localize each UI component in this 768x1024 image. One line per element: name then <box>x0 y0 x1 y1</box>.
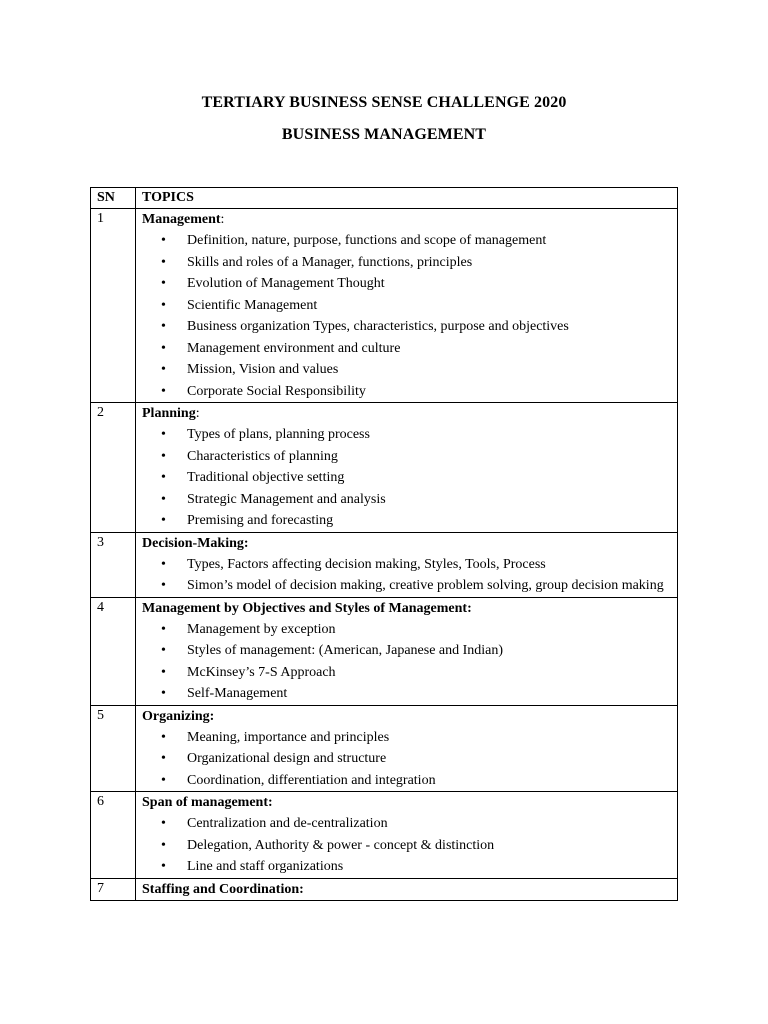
topic-list <box>142 424 671 532</box>
list-item: • Evolution of Management Thought <box>142 273 671 295</box>
topics-table <box>90 187 678 901</box>
topic-cell <box>136 532 678 597</box>
list-item: • Simon’s model of decision making, creative problem solving, group decision making <box>142 575 671 597</box>
list-item: • Management environment and culture <box>142 338 671 360</box>
list-item: • Corporate Social Responsibility <box>142 381 671 403</box>
row-number: 1 <box>91 209 136 403</box>
list-item: • Definition, nature, purpose, functions and scope of management <box>142 230 671 252</box>
list-item: • Premising and forecasting <box>142 510 671 532</box>
topic-cell <box>136 597 678 705</box>
list-item: • Strategic Management and analysis <box>142 489 671 511</box>
topic-list <box>142 230 671 402</box>
section-heading: Management: <box>142 212 225 227</box>
document-subtitle: BUSINESS MANAGEMENT <box>281 126 487 143</box>
table-row <box>91 403 678 533</box>
section-heading: Staffing and Coordination: <box>142 881 304 897</box>
list-item: • Meaning, importance and principles <box>142 727 671 749</box>
row-number: 2 <box>91 403 136 533</box>
row-number: 7 <box>91 878 136 900</box>
list-item: • Traditional objective setting <box>142 467 671 489</box>
section-heading: Span of management: <box>142 795 273 810</box>
list-item: • Types of plans, planning process <box>142 424 671 446</box>
sn-header: SN <box>91 188 136 209</box>
topics-header: TOPICS <box>136 188 678 209</box>
row-number: 5 <box>91 705 136 792</box>
row-number: 4 <box>91 597 136 705</box>
topic-list <box>142 727 671 792</box>
list-item: • Coordination, differentiation and integration <box>142 770 671 792</box>
list-item: • Delegation, Authority & power - concept & distinction <box>142 835 671 857</box>
row-number: 3 <box>91 532 136 597</box>
topic-list <box>142 554 671 597</box>
list-item: • Line and staff organizations <box>142 856 671 878</box>
list-item: • Self-Management <box>142 683 671 705</box>
list-item: • Organizational design and structure <box>142 748 671 770</box>
list-item: • Characteristics of planning <box>142 446 671 468</box>
table-header-row <box>91 188 678 209</box>
topic-cell <box>136 403 678 533</box>
list-item: • Business organization Types, characteristics, purpose and objectives <box>142 316 671 338</box>
row-number: 6 <box>91 792 136 879</box>
table-row <box>91 532 678 597</box>
topic-list <box>142 813 671 878</box>
list-item: • Styles of management: (American, Japanese and Indian) <box>142 640 671 662</box>
table-row <box>91 878 678 900</box>
section-heading: Decision-Making: <box>142 535 249 551</box>
topic-cell <box>136 705 678 792</box>
section-heading: Management by Objectives and Styles of Management: <box>142 600 472 616</box>
table-row <box>91 597 678 705</box>
topic-cell <box>136 878 678 900</box>
list-item: • Mission, Vision and values <box>142 359 671 381</box>
table-row <box>91 792 678 879</box>
list-item: • Management by exception <box>142 619 671 641</box>
list-item: • Scientific Management <box>142 295 671 317</box>
section-heading: Organizing: <box>142 708 215 724</box>
table-row <box>91 209 678 403</box>
table-row <box>91 705 678 792</box>
list-item: • McKinsey’s 7-S Approach <box>142 662 671 684</box>
topic-cell <box>136 792 678 879</box>
list-item: • Types, Factors affecting decision making, Styles, Tools, Process <box>142 554 671 576</box>
topic-cell <box>136 209 678 403</box>
topic-list <box>142 619 671 705</box>
document-title: TERTIARY BUSINESS SENSE CHALLENGE 2020 <box>201 94 567 111</box>
list-item: • Centralization and de-centralization <box>142 813 671 835</box>
list-item: • Skills and roles of a Manager, functions, principles <box>142 252 671 274</box>
section-heading: Planning: <box>142 406 200 421</box>
